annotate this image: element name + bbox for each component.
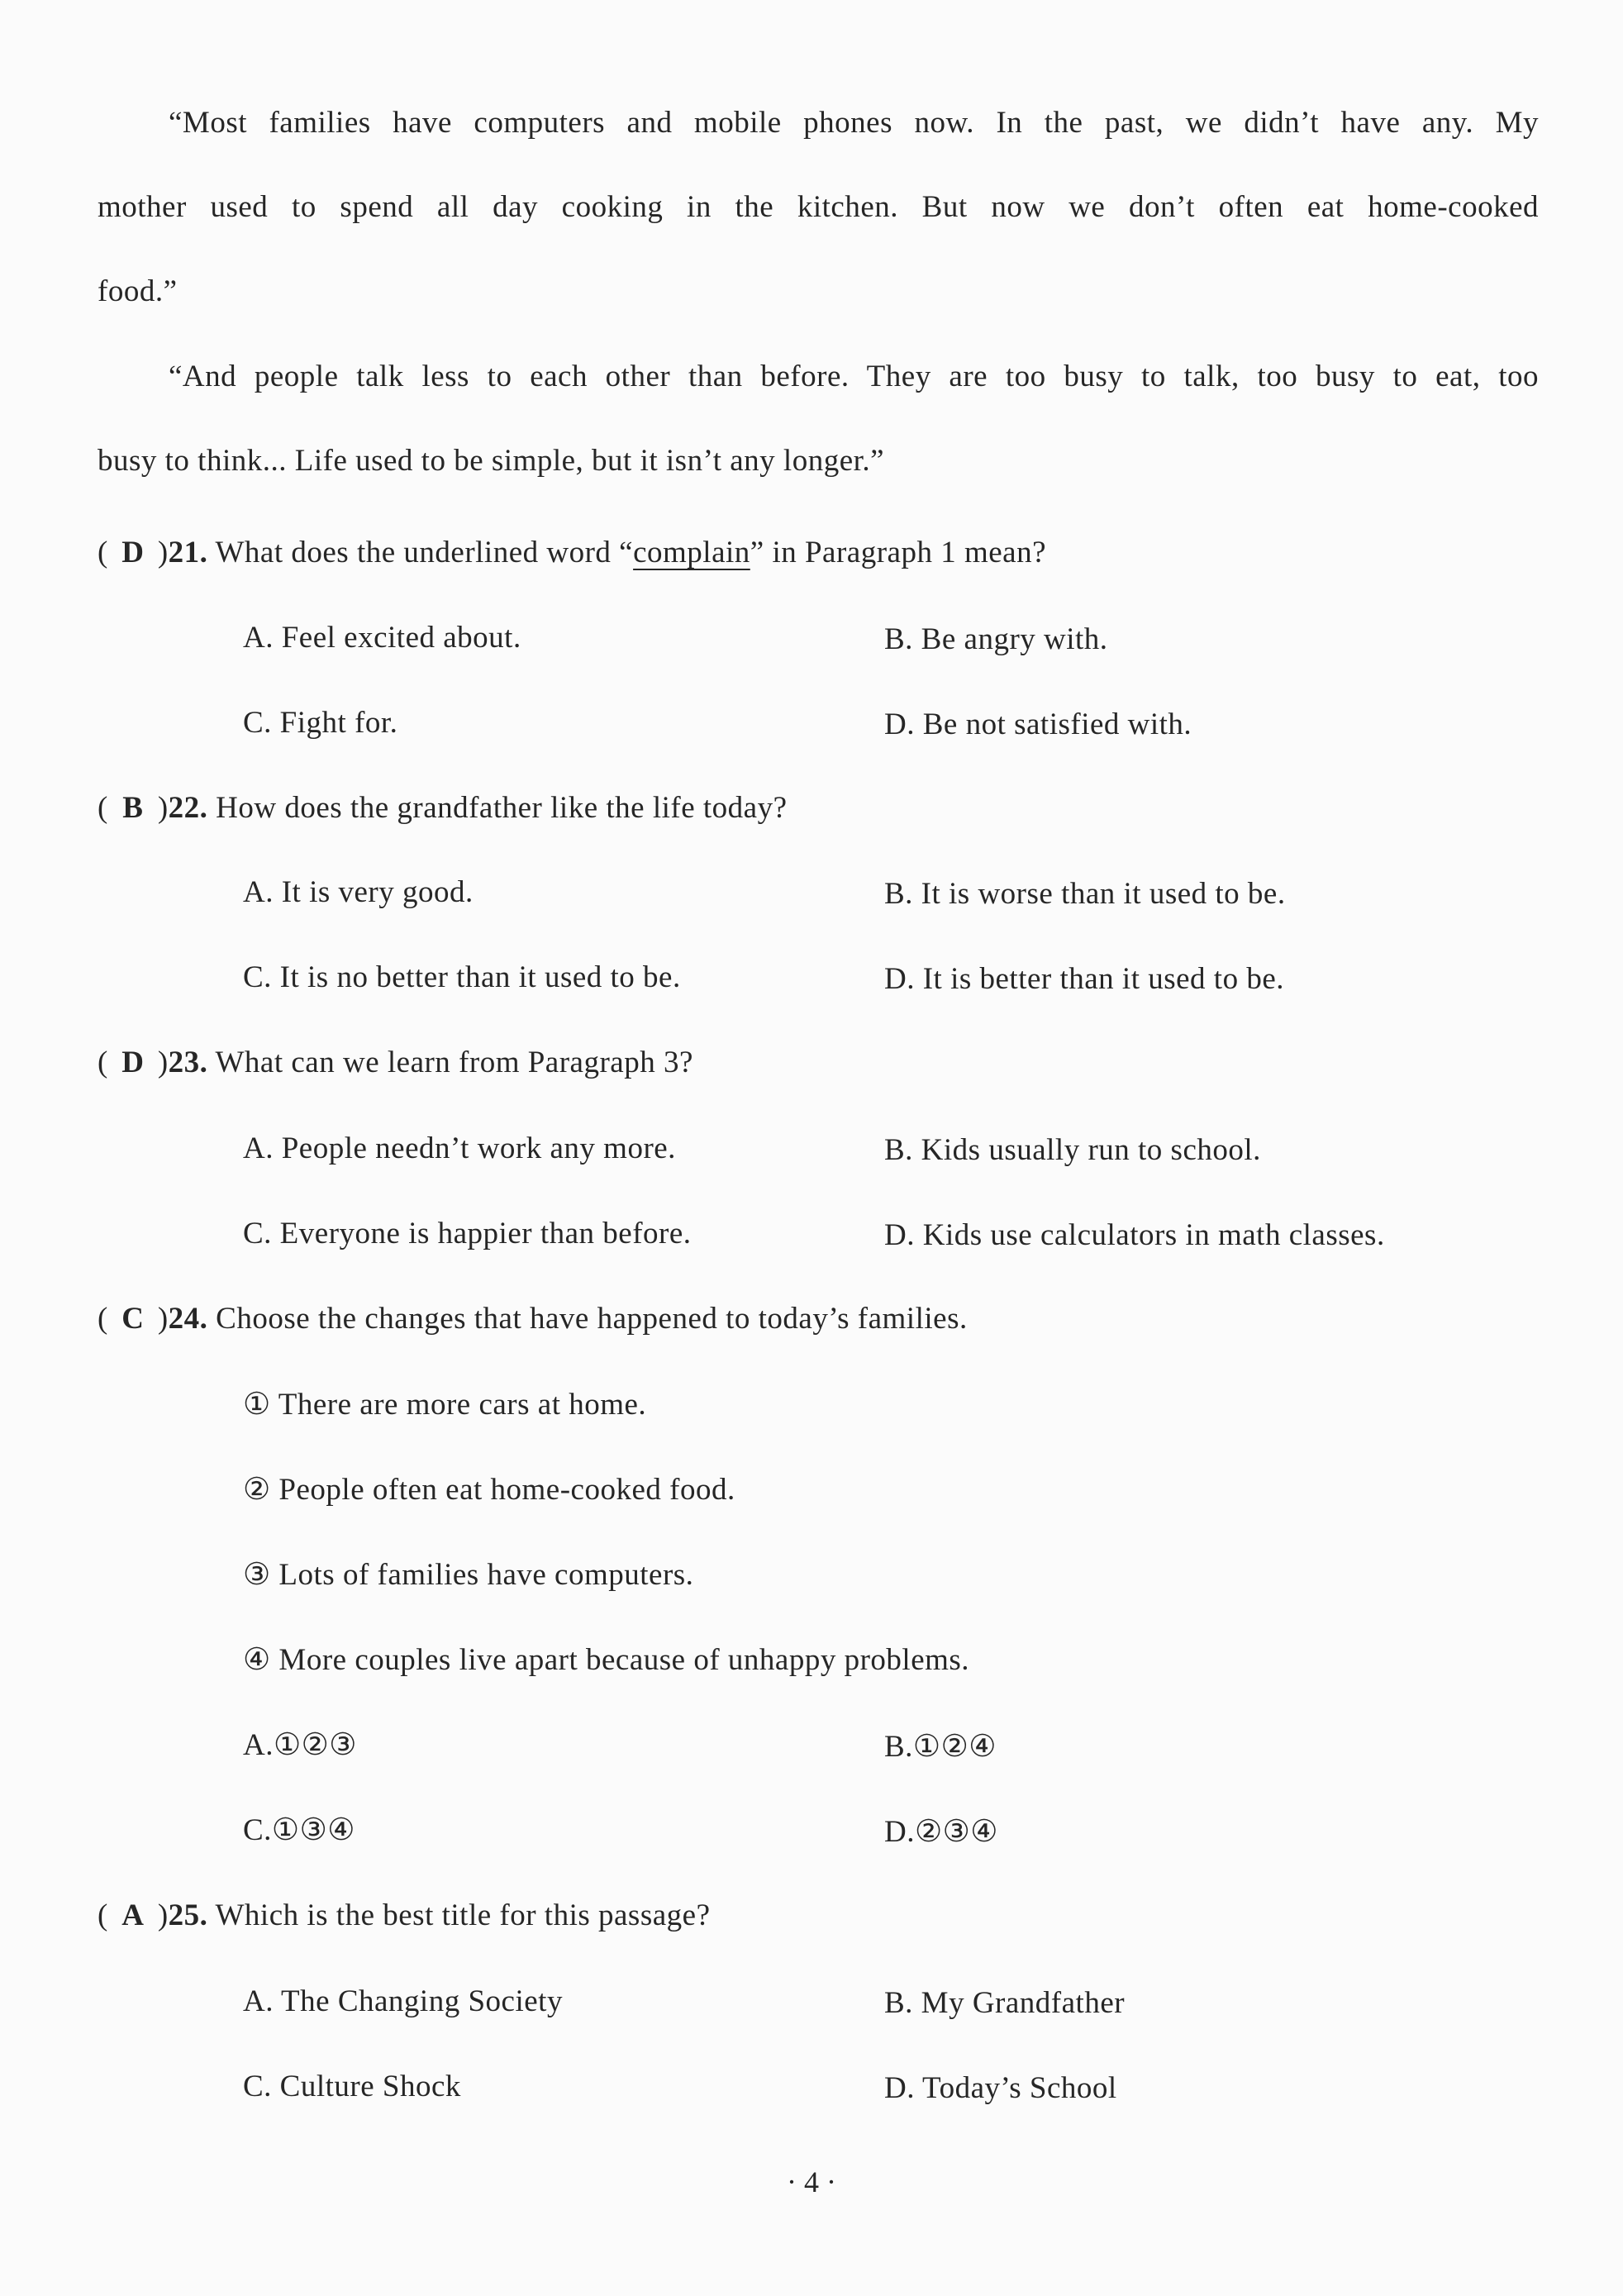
question-23: ( D )23. What can we learn from Paragraph 3? [98,1038,693,1088]
question-text: Which is the best title for this passage? [215,1898,711,1932]
option-24-c: C.①③④ [243,1813,355,1847]
question-number: 25. [168,1898,208,1932]
option-21-d: D. Be not satisfied with. [884,707,1192,741]
option-24-d: D.②③④ [884,1815,998,1849]
question-text: How does the grandfather like the life today? [216,791,788,825]
question-number: 21. [168,536,208,569]
question-text: What can we learn from Paragraph 3? [215,1046,693,1079]
option-22-d: D. It is better than it used to be. [884,962,1285,996]
option-21-b: B. Be angry with. [884,622,1108,656]
page-number: · 4 · [787,2165,836,2198]
answer-22: B [122,791,144,825]
passage-line: food.” [98,274,178,308]
answer-21: D [121,536,145,569]
answer-24: C [121,1302,145,1336]
question-number: 22. [168,791,208,825]
question-21: ( D )21. What does the underlined word “complain” in Paragraph 1 mean? [98,528,1046,578]
option-22-b: B. It is worse than it used to be. [884,877,1286,911]
option-24-b: B.①②④ [884,1730,997,1764]
question-22: ( B )22. How does the grandfather like the life today? [98,784,788,833]
statement-24-3: ③ Lots of families have computers. [243,1558,694,1592]
passage-paragraph-1 [98,81,1539,334]
question-number: 24. [168,1302,208,1336]
statement-24-4: ④ More couples live apart because of unhappy problems. [243,1643,970,1677]
option-24-a: A.①②③ [243,1728,357,1762]
question-25: ( A )25. Which is the best title for this passage? [98,1891,711,1941]
passage-line: mother used to spend all day cooking in the kitchen. But now we don’t often eat home-cooked [98,190,1539,224]
question-text: ” in Paragraph 1 mean? [750,536,1047,569]
option-25-d: D. Today’s School [884,2071,1117,2105]
option-23-b: B. Kids usually run to school. [884,1133,1261,1167]
answer-25: A [121,1898,145,1932]
option-23-d: D. Kids use calculators in math classes. [884,1218,1385,1252]
underlined-word: complain [633,536,750,569]
option-23-c: C. Everyone is happier than before. [243,1217,692,1250]
statement-24-2: ② People often eat home-cooked food. [243,1473,735,1507]
question-text: What does the underlined word “ [215,536,634,569]
option-25-b: B. My Grandfather [884,1986,1126,2020]
option-25-a: A. The Changing Society [243,1984,563,2018]
option-23-a: A. People needn’t work any more. [243,1131,676,1165]
question-text: Choose the changes that have happened to today’s families. [216,1302,968,1336]
statement-24-1: ① There are more cars at home. [243,1388,647,1422]
option-22-a: A. It is very good. [243,875,474,909]
passage-paragraph-2 [98,335,1539,503]
question-24: ( C )24. Choose the changes that have happened to today’s families. [98,1294,968,1344]
passage-line: “And people talk less to each other than before. They are too busy to talk, too busy to eat, too [169,360,1539,393]
passage-line: “Most families have computers and mobile phones now. In the past, we didn’t have any. My [169,106,1539,140]
option-21-c: C. Fight for. [243,706,398,740]
option-21-a: A. Feel excited about. [243,621,521,655]
option-25-c: C. Culture Shock [243,2070,461,2103]
passage-line: busy to think... Life used to be simple, but it isn’t any longer.” [98,444,885,478]
question-number: 23. [168,1046,208,1079]
answer-23: D [121,1046,145,1079]
option-22-c: C. It is no better than it used to be. [243,960,681,994]
